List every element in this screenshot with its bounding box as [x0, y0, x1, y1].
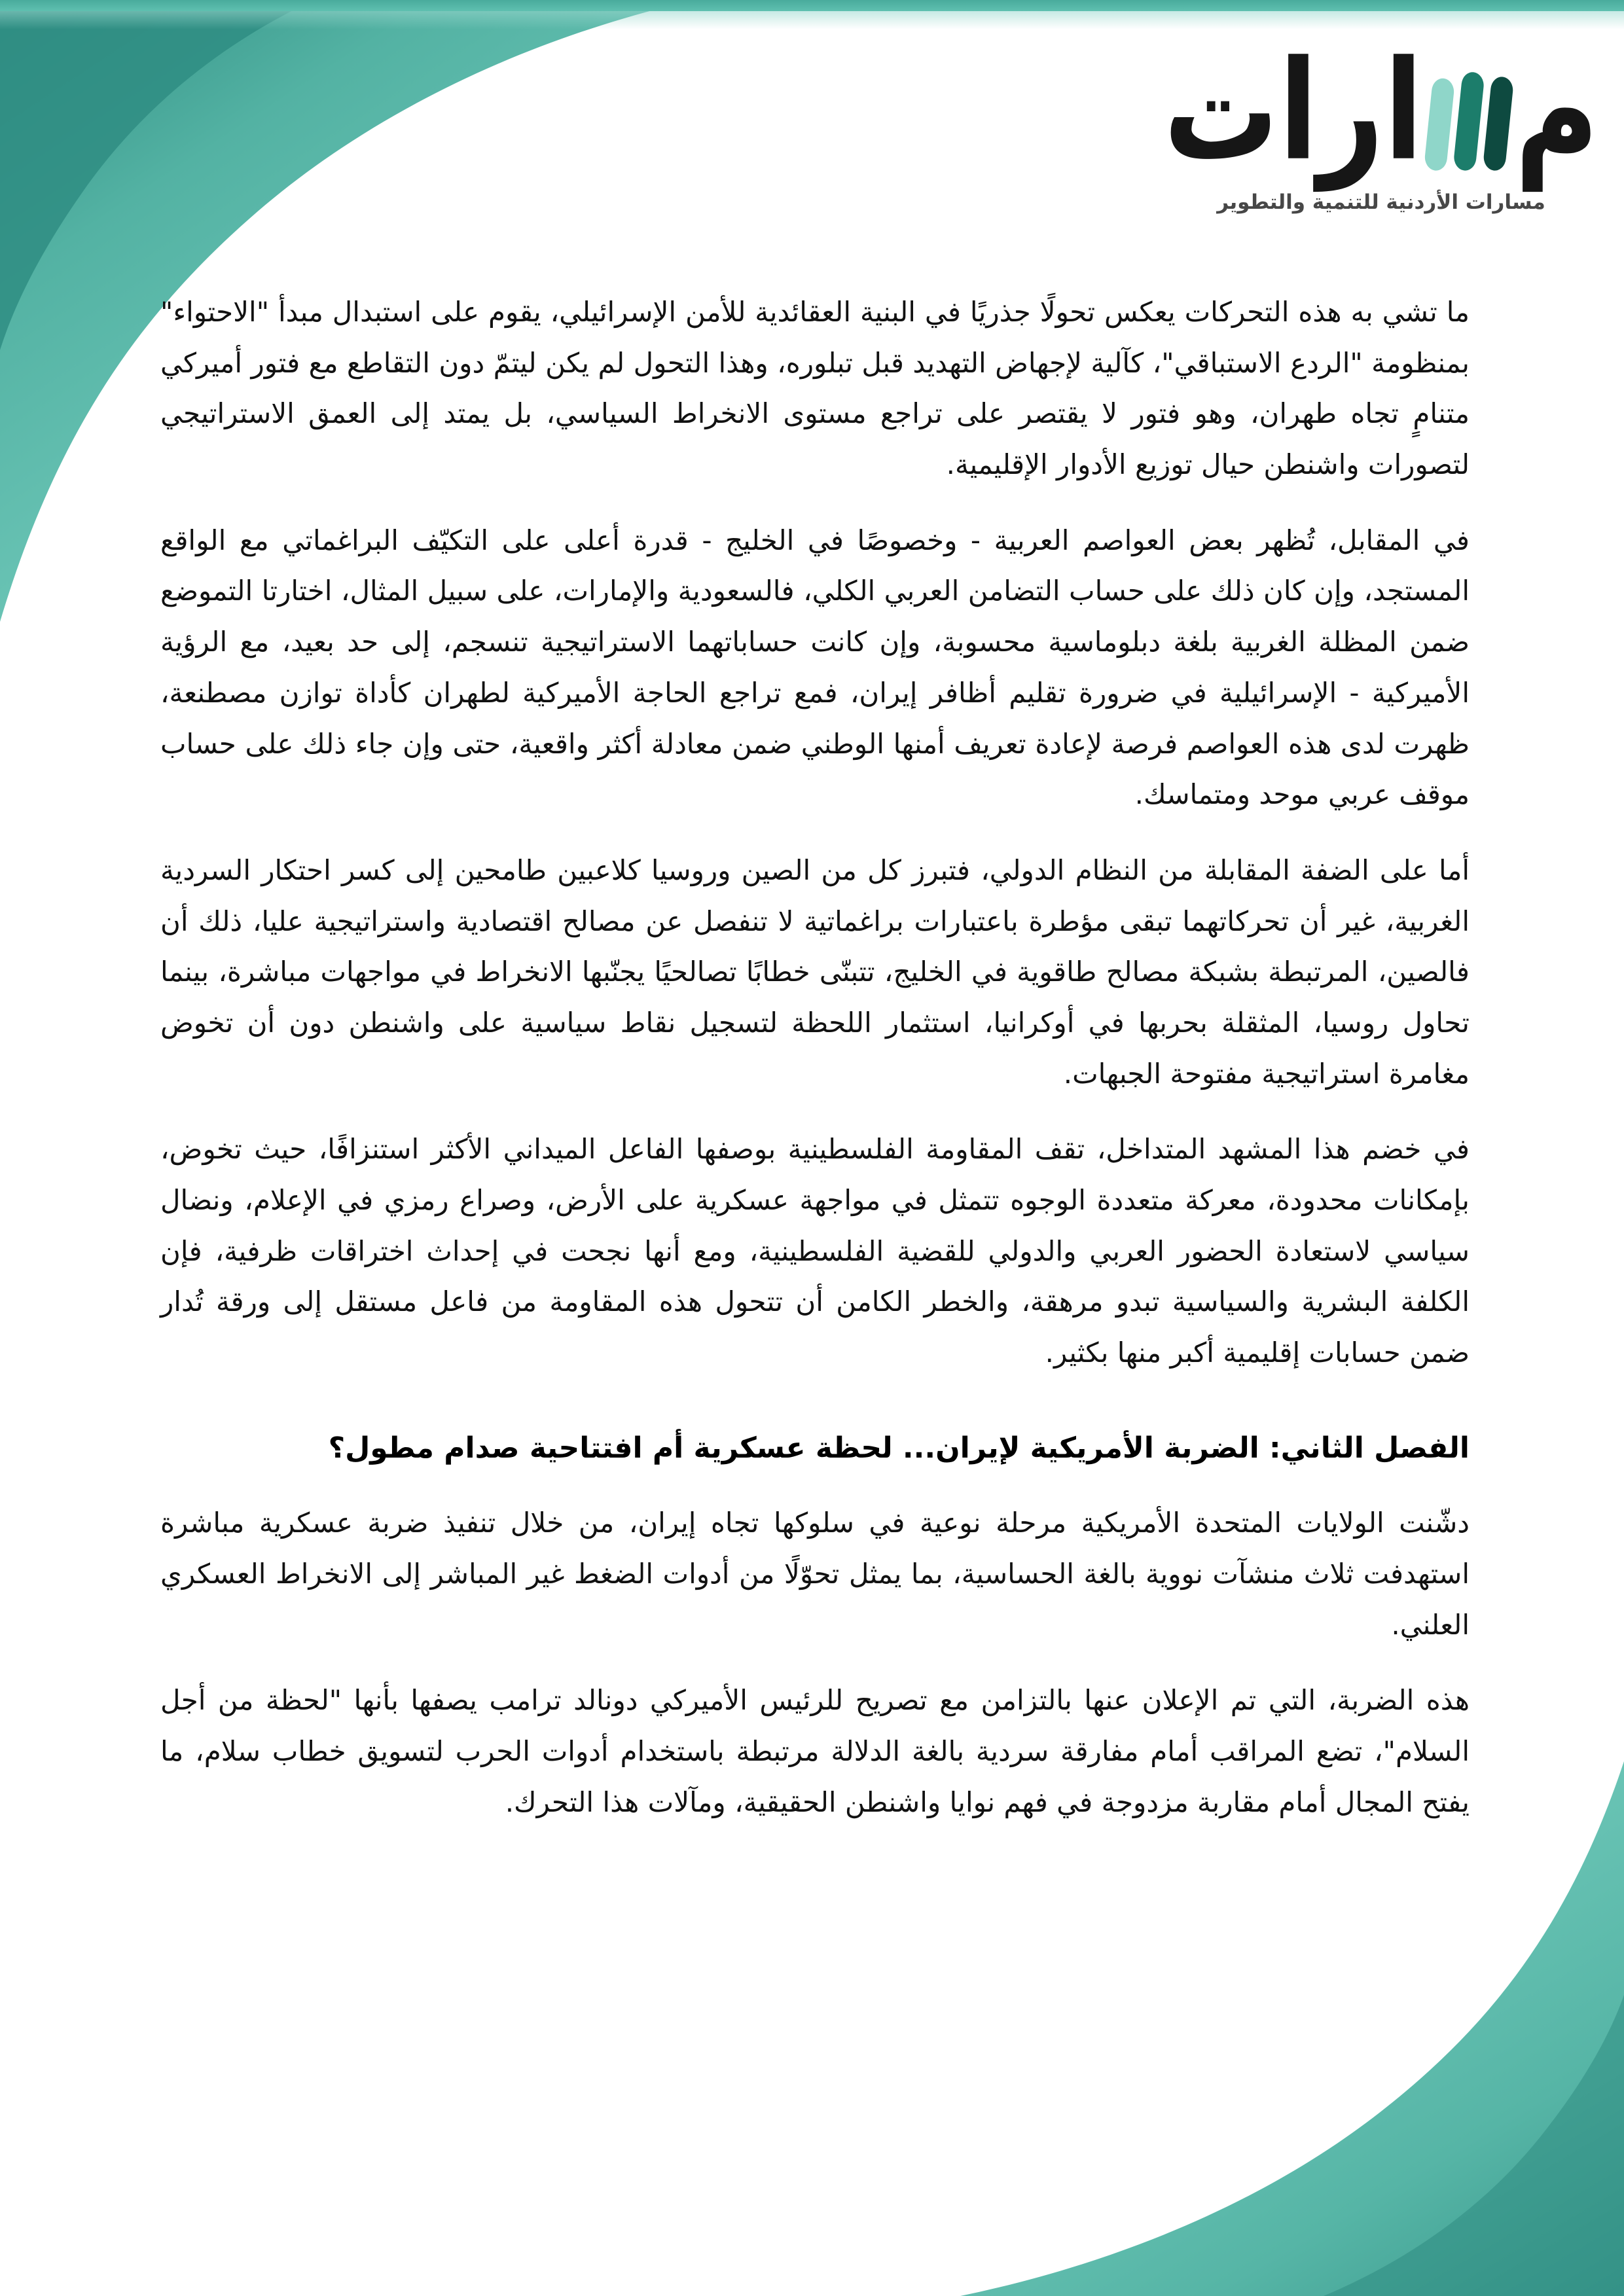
- logo-tagline: مسارات الأردنية للتنمية والتطوير: [1217, 190, 1545, 214]
- masarat-wordmark: [1163, 2, 1599, 191]
- logo-bar-mint: [1424, 77, 1455, 172]
- wordmark-meem-letter: م: [1515, 31, 1599, 191]
- section-heading: الفصل الثاني: الضربة الأمريكية لإيران... لحظة عسكرية أم افتتاحية صدام مطول؟: [328, 1431, 1470, 1465]
- wordmark-seen-bars-icon: [1428, 72, 1509, 179]
- paragraph-3: أما على الضفة المقابلة من النظام الدولي، فتبرز كل من الصين وروسيا كلاعبين طامحين إلى كسر احتكار السردية الغربية، غير أن تحركاتهما تبقى مؤطرة باعتبارات براغماتية لا تنفصل عن مصالح اقتصادية واستراتيجية عليا، ذلك أن فالصين، المرتبطة بشبكة مصالح طاقوية في الخليج، تتبنّى خطابًا تصالحيًا يجنّبها الانخراط في مواجهات مباشرة، بينما تحاول روسيا، المثقلة بحربها في أوكرانيا، استثمار اللحظة لتسجيل نقاط سياسية على واشنطن دون أن تخوض مغامرة استراتيجية مفتوحة الجبهات.: [160, 853, 1470, 1090]
- paragraph-4: في خضم هذا المشهد المتداخل، تقف المقاومة الفلسطينية بوصفها الفاعل الميداني الأكثر استنزافًا، حيث تخوض، بإمكانات محدودة، معركة متعددة الوجوه تتمثل في مواجهة عسكرية على الأرض، وصراع رمزي في الإعلام، ونضال سياسي لاستعادة الحضور العربي والدولي للقضية الفلسطينية، ومع أنها نجحت في إحداث اختراقات ظرفية، فإن الكلفة البشرية والسياسية تبدو مرهقة، والخطر الكامن أن تتحول هذه المقاومة من فاعل مستقل إلى ورقة تُدار ضمن حسابات إقليمية أكبر منها بكثير.: [160, 1133, 1470, 1369]
- paragraph-5: دشّنت الولايات المتحدة الأمريكية مرحلة نوعية في سلوكها تجاه إيران، من خلال تنفيذ ضربة عسكرية مباشرة استهدفت ثلاث منشآت نووية بالغة الحساسية، بما يمثل تحوّلًا من أدوات الضغط غير المباشر إلى الانخراط العسكري العلني.: [160, 1507, 1470, 1641]
- paragraph-1: ما تشي به هذه التحركات يعكس تحولًا جذريًا في البنية العقائدية للأمن الإسرائيلي، يقوم على استبدال مبدأ "الاحتواء" بمنظومة "الردع الاستباقي"، كآلية لإجهاض التهديد قبل تبلوره، وهذا التحول لم يكن ليتمّ دون التقاطع مع فتور أميركي متنامٍ تجاه طهران، وهو فتور لا يقتصر على تراجع مستوى الانخراط السياسي، بل يمتد إلى العمق الاستراتيجي لتصورات واشنطن حيال توزيع الأدوار الإقليمية.: [160, 296, 1470, 481]
- logo-bar-dark: [1483, 75, 1514, 172]
- paragraph-6: هذه الضربة، التي تم الإعلان عنها بالتزامن مع تصريح للرئيس الأميركي دونالد ترامب يصفها بأنها "لحظة من أجل السلام"، تضع المراقب أمام مفارقة سردية بالغة الدلالة مرتبطة باستخدام أدوات الحرب لتسويق خطاب سلام، ما يفتح المجال أمام مقاربة مزدوجة في فهم نوايا واشنطن الحقيقية، ومآلات هذا التحرك.: [160, 1684, 1470, 1818]
- masarat-logo: [1163, 31, 1599, 214]
- document-body: [160, 287, 1470, 1852]
- paragraph-2: في المقابل، تُظهر بعض العواصم العربية - وخصوصًا في الخليج - قدرة أعلى على التكيّف البراغماتي مع الواقع المستجد، وإن كان ذلك على حساب التضامن العربي الكلي، فالسعودية والإمارات، على سبيل المثال، اختارتا التموضع ضمن المظلة الغربية بلغة دبلوماسية محسوبة، وإن كانت حساباتهما الاستراتيجية تنسجم، إلى حد بعيد، مع الرؤية الأميركية - الإسرائيلية في ضرورة تقليم أظافر إيران، فمع تراجع الحاجة الأميركية لطهران كأداة توازن مصطنعة، ظهرت لدى هذه العواصم فرصة لإعادة تعريف أمنها الوطني ضمن معادلة أكثر واقعية، حتى وإن جاء ذلك على حساب موقف عربي موحد ومتماسك.: [160, 524, 1470, 811]
- wordmark-rest-letters: ارات: [1163, 31, 1424, 191]
- logo-bar-green: [1453, 71, 1485, 172]
